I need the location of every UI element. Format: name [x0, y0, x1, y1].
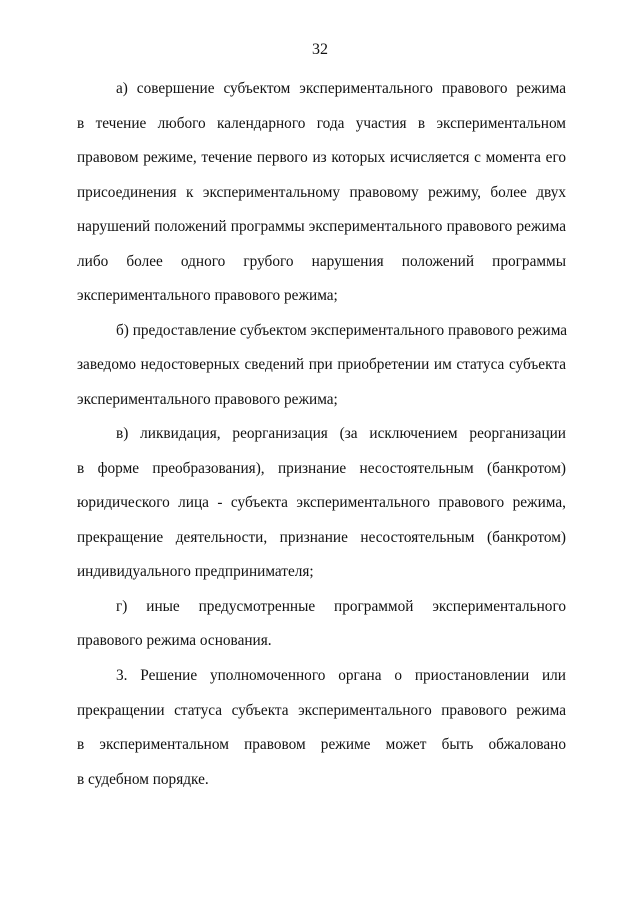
page-number: 32	[312, 41, 328, 58]
text-line: в форме преобразования), признание несостоятельным (банкротом)	[77, 460, 566, 477]
text-line: в течение любого календарного года участия в экспериментальном	[77, 115, 566, 132]
text-line: прекращение деятельности, признание несостоятельным (банкротом)	[77, 529, 566, 546]
text-line: заведомо недостоверных сведений при приобретении им статуса субъекта	[77, 356, 566, 373]
text-line: экспериментального правового режима;	[77, 391, 338, 408]
text-line: в) ликвидация, реорганизация (за исключением реорганизации	[116, 425, 566, 442]
text-line: в экспериментальном правовом режиме может быть обжаловано	[77, 736, 566, 753]
text-line: присоединения к экспериментальному правовому режиму, более двух	[77, 184, 566, 201]
text-line: б) предоставление субъектом экспериментального правового режима	[116, 322, 568, 339]
text-line: юридического лица - субъекта экспериментального правового режима,	[77, 494, 566, 511]
text-line: 3. Решение уполномоченного органа о приостановлении или	[116, 667, 566, 684]
text-line: правового режима основания.	[77, 632, 272, 649]
text-line: прекращении статуса субъекта экспериментального правового режима	[77, 702, 566, 719]
text-line: а) совершение субъектом экспериментального правового режима	[116, 80, 566, 97]
text-line: экспериментального правового режима;	[77, 287, 338, 304]
text-line: индивидуального предпринимателя;	[77, 563, 314, 580]
text-line: правовом режиме, течение первого из которых исчисляется с момента его	[77, 149, 566, 166]
text-line: либо более одного грубого нарушения положений программы	[77, 253, 566, 270]
text-line: г) иные предусмотренные программой экспериментального	[116, 598, 566, 615]
text-line: нарушений положений программы экспериментального правового режима	[77, 218, 566, 235]
text-line: в судебном порядке.	[77, 771, 209, 788]
